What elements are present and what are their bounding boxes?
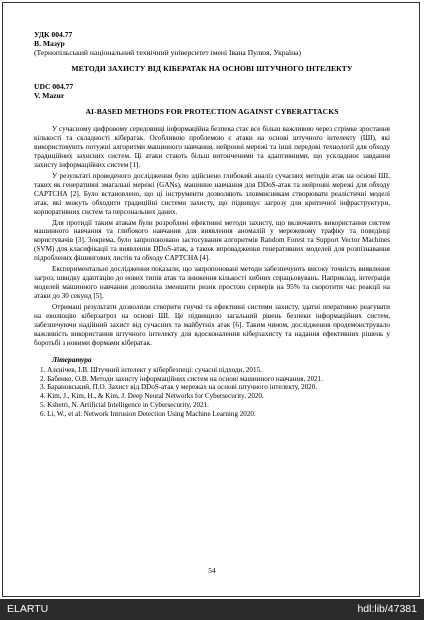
paragraph-2: У результаті проведеного дослідження було здійснено глибокий аналіз сучасних методів атак на основі ШІ, таких як генеративні змагальні мережі (GANs), машинне навчання для DDoS-атак та нейронні мережі для обходу CAPTCHA [2]. Було встановлено, що ці інструменти дозволяють зловмисникам створювати реалістичні моделі атак, які можуть обходити традиційні системи захисту, що підвищує загрозу для критичної інфраструктури, корпоративних систем та персональних даних.	[34, 171, 390, 216]
reference-item: 6. Li, W., et al. Network Intrusion Detection Using Machine Learning 2020.	[40, 409, 256, 418]
page-number: 54	[208, 566, 216, 575]
reference-item: 1. Алєнічев, І.В. Штучний інтелект у кібербезпеці: сучасні підходи, 2015.	[40, 365, 262, 374]
handle-id[interactable]: hdl:lib/47381	[357, 603, 417, 615]
udc-ua: УДК 004.77	[34, 30, 73, 39]
reference-item: 2. Бабенко, О.В. Методи захисту інформаційних систем на основі машинного навчання, 2021.	[40, 374, 323, 383]
reference-item: 3. Барановський, П.О. Захист від DDoS-атак у мережах на основі штучного інтелекту, 2020.	[40, 383, 318, 392]
paragraph-3: Для протидії таким атакам були розроблені ефективні методи захисту, що включають використання систем машинного навчання та глибокого навчання для виявлення аномалій у мережевому трафіку та поведінці користувачів [3]. Зокрема, було запропоновано застосування алгоритмів Random Forest та Support Vector Machines (SVM) для класифікації та виявлення DDoS-атак, а також впровадження генеративних моделей для розпізнавання підроблених фішингових листів та обходу CAPTCHA [4].	[34, 218, 390, 263]
header-ua	[34, 30, 390, 57]
author-ua: В. Мазур	[34, 39, 65, 48]
udc-en: UDC 004.77	[34, 82, 74, 91]
header-en	[34, 82, 390, 100]
author-en: V. Mazur	[34, 91, 65, 100]
repository-name[interactable]: ELARTU	[7, 603, 49, 615]
article-page	[34, 30, 390, 419]
references-title: Література	[52, 354, 92, 364]
repository-footer	[0, 599, 424, 620]
title-ua: МЕТОДИ ЗАХИСТУ ВІД КІБЕРАТАК НА ОСНОВІ ШТУЧНОГО ІНТЕЛЕКТУ	[71, 64, 353, 73]
paragraph-5: Отримані результати дозволили створити гнучкі та ефективні системи захисту, здатні оперативно реагувати на еволюцію кіберзагроз на основі ШІ. Це підвищило загальний рівень безпеки інформаційних систем, забезпечуючи надійний захист від сучасних та майбутніх атак [6]. Таким чином, дослідження продемонструвало важливість використання штучного інтелекту для вдосконалення кіберзахисту та надання ефективних рішень у боротьбі з новими формами кібератак.	[34, 303, 390, 347]
reference-item: 4. Kim, J., Kim, H., & Kim, J. Deep Neural Networks for Cybersecurity, 2020.	[40, 392, 264, 401]
references-list	[34, 366, 390, 419]
reference-item: 5. Kshetri, N. Artificial Intelligence in Cybersecurity, 2021.	[40, 401, 209, 410]
affiliation: (Тернопільський національний технічний університет імені Івана Пулюя, Україна)	[34, 48, 302, 57]
paragraph-4: Експериментальні дослідження показали, що запропоновані методи забезпечують високу точність виявлення загроз, швидку адаптацію до нових типів атак та зниження кількості хибних спрацьовувань. Наприклад, інтеграція моделей машинного навчання дозволила зменшити ризик простою серверів на 95% та скоротити час реакції на атаки до 30 секунд [5].	[34, 265, 390, 301]
paragraph-1: У сучасному цифровому середовищі інформаційна безпека стає все більш важливою через стрімке зростання кількості та складності кібератак. Особливою проблемою є атаки на основі штучного інтелекту (ШІ), які використовують потужні алгоритми машинного навчання, нейронні мережі та інші передові технології для обходу традиційних захисних систем. Ці атаки стають більш витонченими та адаптивними, що ускладнює завдання захисту інформаційних систем [1].	[34, 125, 390, 169]
title-en: AI-BASED METHODS FOR PROTECTION AGAINST CYBERATTACKS	[85, 107, 339, 116]
